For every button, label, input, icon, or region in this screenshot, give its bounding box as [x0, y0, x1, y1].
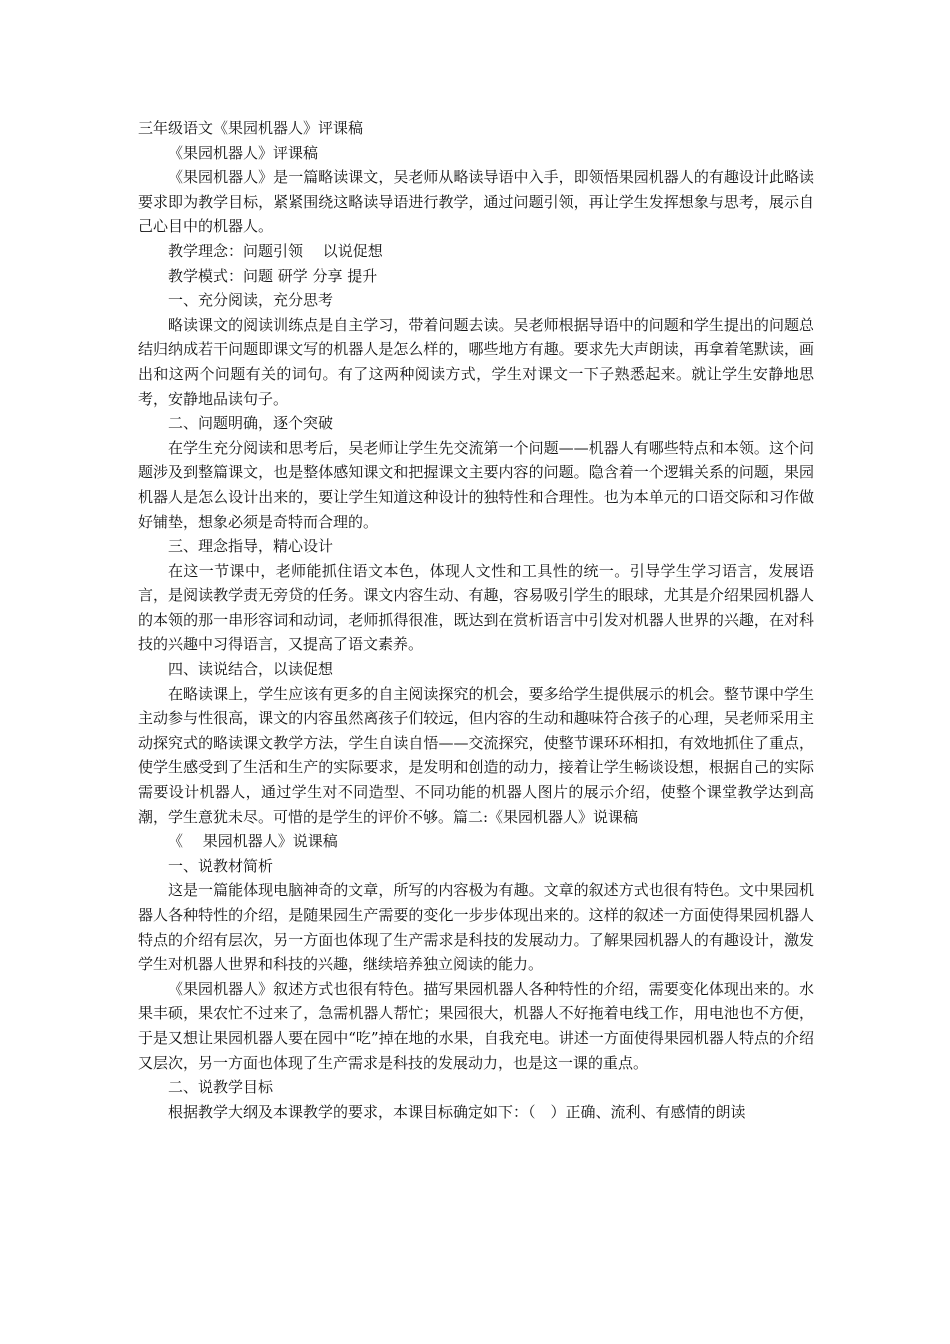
paragraph: 《果园机器人》是一篇略读课文，吴老师从略读导语中入手，即领悟果园机器人的有趣设计此略读要求即为教学目标，紧紧围绕这略读导语进行教学，通过问题引领，再让学生发挥想象与思考，展示自己心目中的机器人。: [138, 168, 814, 236]
subtitle-review: 《果园机器人》评课稿: [168, 143, 319, 162]
section-heading: 二、问题明确，逐个突破: [168, 414, 334, 433]
section-heading: 四、读说结合，以读促想: [168, 660, 334, 679]
section-heading: 二、说教学目标: [168, 1078, 274, 1097]
paragraph: 在略读课上，学生应该有更多的自主阅读探究的机会，要多给学生提供展示的机会。整节课中学生主动参与性很高，课文的内容虽然离孩子们较远，但内容的生动和趣味符合孩子的心理，吴老师采用主动探究式的略读课文教学方法，学生自读自悟——交流探究，使整节课环环相扣，有效地抓住了重点，使学生感受到了生活和生产的实际要求，是发明和创造的动力，接着让学生畅谈设想，根据自己的实际需要设计机器人，通过学生对不同造型、不同功能的机器人图片的展示介绍，使整个课堂教学达到高潮，学生意犹未尽。可惜的是学生的评价不够。篇二:《果园机器人》说课稿: [138, 684, 814, 826]
section-heading: 三、理念指导，精心设计: [168, 537, 334, 556]
section-heading: 一、说教材简析: [168, 856, 274, 875]
teaching-mode: 教学模式：问题 研学 分享 提升: [168, 266, 378, 285]
teaching-concept: 教学理念：问题引领 以说促想: [168, 241, 383, 260]
paragraph: 在这一节课中，老师能抓住语文本色，体现人文性和工具性的统一。引导学生学习语言，发展语言，是阅读教学责无旁贷的任务。课文内容生动、有趣，容易吸引学生的眼球，尤其是介绍果园机器人的本领的那一串形容词和动词，老师抓得很准，既达到在赏析语言中引发对机器人世界的兴趣，在对科技的兴趣中习得语言，又提高了语文素养。: [138, 561, 814, 654]
document-title: 三年级语文《果园机器人》评课稿: [138, 119, 364, 137]
paragraph: 略读课文的阅读训练点是自主学习，带着问题去读。吴老师根据导语中的问题和学生提出的问题总结归纳成若干问题即课文写的机器人是怎么样的，哪些地方有趣。要求先大声朗读，再拿着笔默读，画出和这两个问题有关的词句。有了这两种阅读方式，学生对课文一下子熟悉起来。就让学生安静地思考，安静地品读句子。: [138, 315, 814, 408]
paragraph: 《果园机器人》叙述方式也很有特色。描写果园机器人各种特性的介绍，需要变化体现出来的。水果丰硕，果农忙不过来了，急需机器人帮忙；果园很大，机器人不好拖着电线工作，用电池也不方便，于是又想让果园机器人要在园中“吃”掉在地的水果，自我充电。讲述一方面使得果园机器人特点的介绍又层次，另一方面也体现了生产需求是科技的发展动力，也是这一课的重点。: [138, 979, 814, 1072]
paragraph: 这是一篇能体现电脑神奇的文章，所写的内容极为有趣。文章的叙述方式也很有特色。文中果园机器人各种特性的介绍，是随果园生产需要的变化一步步体现出来的。这样的叙述一方面使得果园机器人特点的介绍有层次，另一方面也体现了生产需求是科技的发展动力。了解果园机器人的有趣设计，激发学生对机器人世界和科技的兴趣，继续培养独立阅读的能力。: [138, 881, 814, 974]
paragraph: 根据教学大纲及本课教学的要求，本课目标确定如下：（ ）正确、流利、有感情的朗读: [168, 1102, 746, 1121]
document-body: [138, 116, 814, 1124]
subtitle-lesson-plan: 《 果园机器人》说课稿: [168, 832, 338, 851]
paragraph: 在学生充分阅读和思考后，吴老师让学生先交流第一个问题——机器人有哪些特点和本领。这个问题涉及到整篇课文，也是整体感知课文和把握课文主要内容的问题。隐含着一个逻辑关系的问题，果园机器人是怎么设计出来的，要让学生知道这种设计的独特性和合理性。也为本单元的口语交际和习作做好铺垫，想象必须是奇特而合理的。: [138, 438, 814, 531]
section-heading: 一、充分阅读，充分思考: [168, 291, 334, 310]
